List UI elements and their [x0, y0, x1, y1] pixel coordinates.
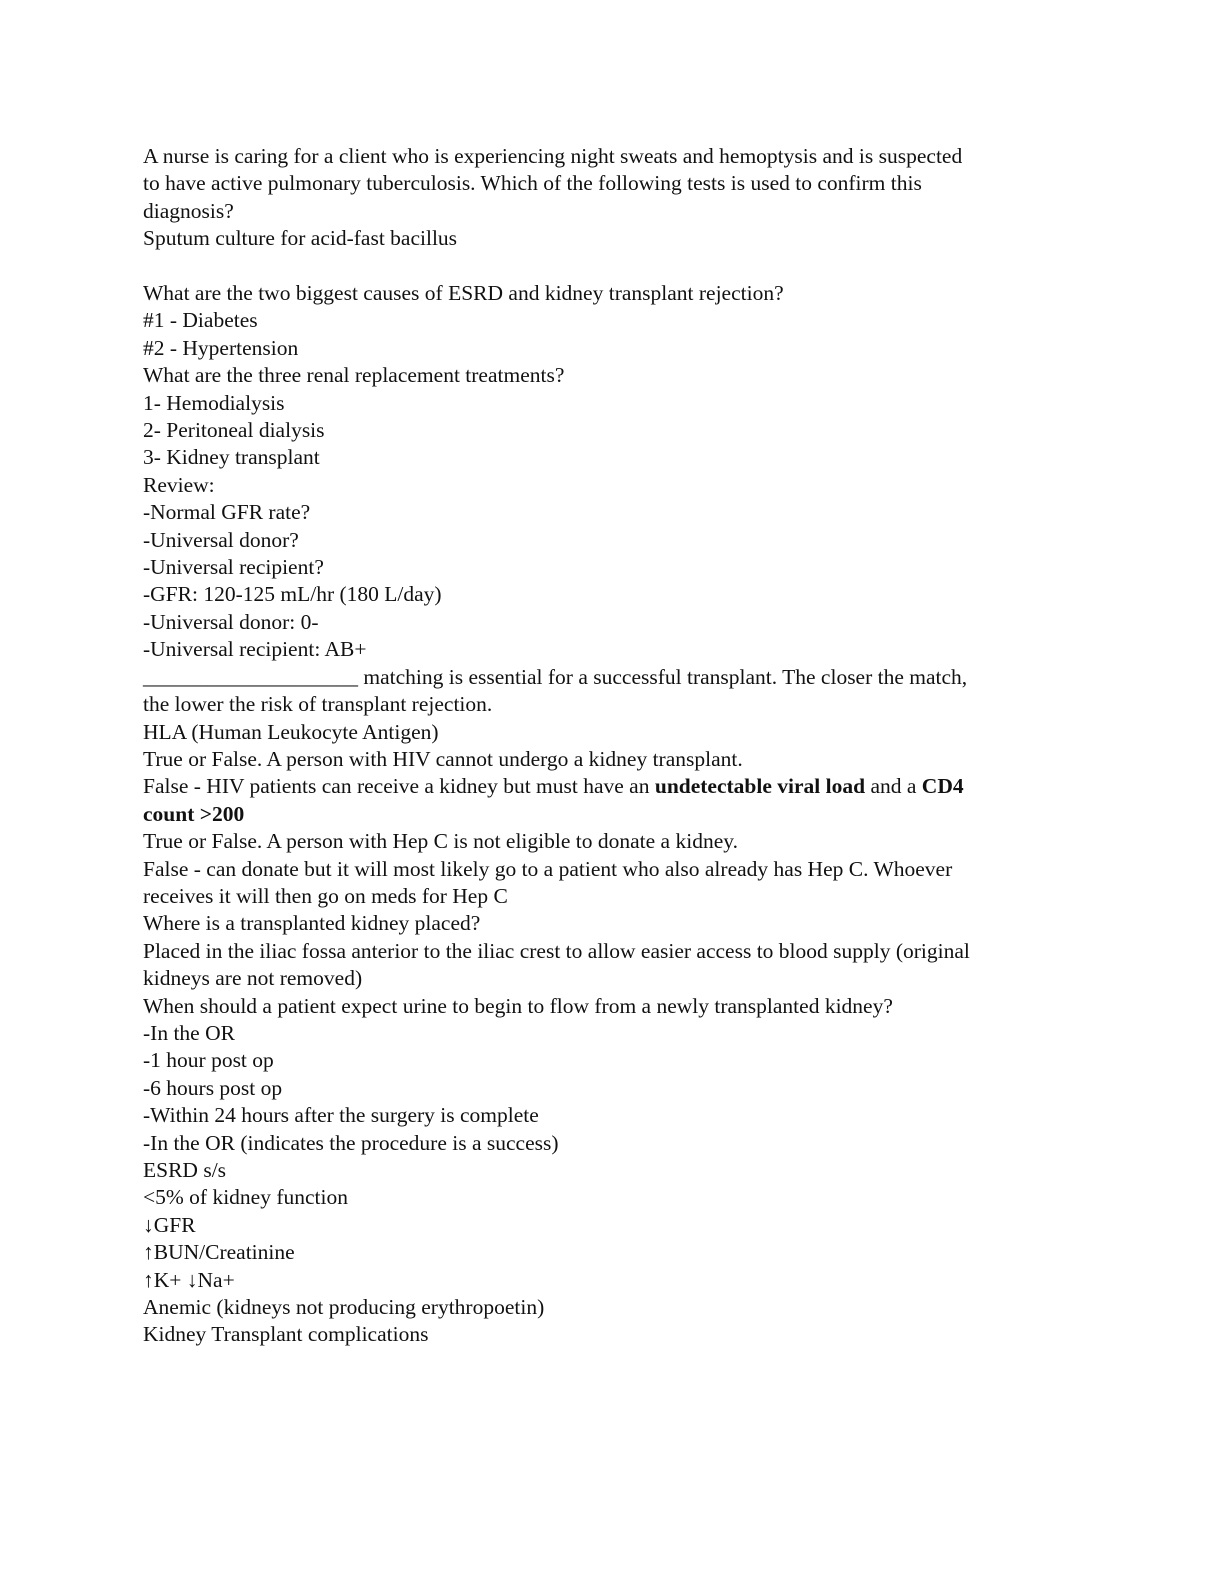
hiv-answer-bold-count: count >200 — [143, 801, 245, 826]
review-gfr-answer: -GFR: 120-125 mL/hr (180 L/day) — [143, 582, 442, 607]
renal-treatments-question: What are the three renal replacement treatments? — [143, 363, 565, 388]
esrd-ss-heading: ESRD s/s — [143, 1158, 227, 1183]
review-gfr-question: -Normal GFR rate? — [143, 500, 311, 525]
hepc-answer-line-1: False - can donate but it will most likely go to a patient who also already has Hep C. Whoever — [143, 856, 953, 881]
hepc-question: True or False. A person with Hep C is not eligible to donate a kidney. — [143, 829, 738, 854]
matching-question-line-1: ____________________ matching is essential for a successful transplant. The closer the match, — [143, 664, 968, 689]
placement-answer-line-1: Placed in the iliac fossa anterior to the iliac crest to allow easier access to blood supply (original — [143, 938, 970, 963]
urine-option-1: -In the OR — [143, 1020, 235, 1045]
esrd-ss-4: ↑K+ ↓Na+ — [143, 1267, 235, 1292]
urine-option-2: -1 hour post op — [143, 1048, 274, 1073]
review-recipient-answer: -Universal recipient: AB+ — [143, 637, 367, 662]
placement-answer-line-2: kidneys are not removed) — [143, 966, 363, 991]
hiv-answer-bold-viral-load: undetectable viral load — [654, 774, 866, 799]
hiv-answer-line-2 — [143, 801, 1073, 828]
esrd-ss-3: ↑BUN/Creatinine — [143, 1240, 295, 1265]
hiv-answer-bold-cd4: CD4 — [921, 774, 964, 799]
esrd-causes-question: What are the two biggest causes of ESRD and kidney transplant rejection? — [143, 281, 784, 306]
matching-question-line-2: the lower the risk of transplant rejection. — [143, 692, 493, 717]
hepc-answer-line-2: receives it will then go on meds for Hep C — [143, 883, 508, 908]
urine-option-4: -Within 24 hours after the surgery is complete — [143, 1103, 539, 1128]
hiv-question: True or False. A person with HIV cannot undergo a kidney transplant. — [143, 746, 743, 771]
renal-treatment-1: 1- Hemodialysis — [143, 390, 285, 415]
review-donor-answer: -Universal donor: 0- — [143, 609, 319, 634]
tb-question-line-2: to have active pulmonary tuberculosis. Which of the following tests is used to confirm this — [143, 171, 922, 196]
paragraph-gap — [143, 253, 1073, 280]
hiv-answer-text: False - HIV patients can receive a kidney but must have an — [143, 774, 655, 799]
hiv-answer-line-1 — [143, 773, 1073, 800]
placement-question: Where is a transplanted kidney placed? — [143, 911, 481, 936]
matching-answer: HLA (Human Leukocyte Antigen) — [143, 719, 439, 744]
esrd-cause-1: #1 - Diabetes — [143, 308, 258, 333]
review-donor-question: -Universal donor? — [143, 527, 299, 552]
esrd-cause-2: #2 - Hypertension — [143, 335, 299, 360]
document-page — [143, 143, 1073, 1349]
urine-flow-question: When should a patient expect urine to begin to flow from a newly transplanted kidney? — [143, 993, 893, 1018]
esrd-ss-2: ↓GFR — [143, 1212, 196, 1237]
renal-treatment-2: 2- Peritoneal dialysis — [143, 418, 325, 443]
tb-question-line-1: A nurse is caring for a client who is experiencing night sweats and hemoptysis and is suspected — [143, 144, 963, 168]
renal-treatment-3: 3- Kidney transplant — [143, 445, 320, 470]
tb-answer: Sputum culture for acid-fast bacillus — [143, 226, 458, 251]
complications-heading: Kidney Transplant complications — [143, 1322, 429, 1347]
review-recipient-question: -Universal recipient? — [143, 555, 324, 580]
esrd-ss-5: Anemic (kidneys not producing erythropoetin) — [143, 1295, 545, 1320]
review-heading: Review: — [143, 472, 215, 497]
tb-question-line-3: diagnosis? — [143, 198, 234, 223]
hiv-answer-connector: and a — [865, 774, 922, 799]
urine-answer: -In the OR (indicates the procedure is a success) — [143, 1130, 559, 1155]
esrd-ss-1: <5% of kidney function — [143, 1185, 348, 1210]
urine-option-3: -6 hours post op — [143, 1075, 283, 1100]
